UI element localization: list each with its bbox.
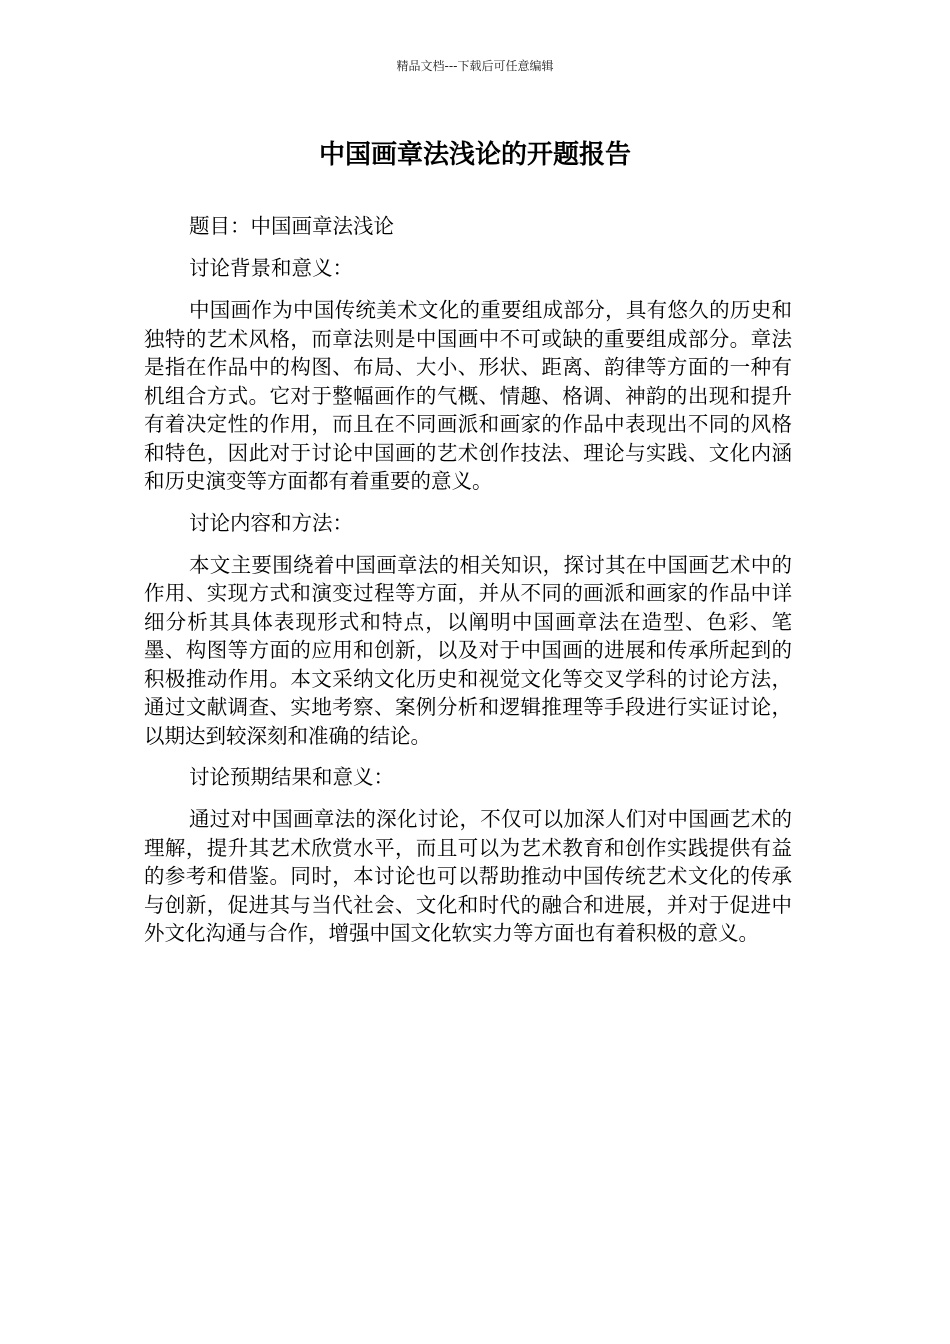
document-title: 中国画章法浅论的开题报告 xyxy=(318,140,631,170)
section-heading-expected-results: 讨论预期结果和意义： xyxy=(189,765,394,789)
section-heading-background: 讨论背景和意义： xyxy=(189,256,353,280)
header-note: 精品文档---下载后可任意编辑 xyxy=(396,59,554,73)
section-body-content-method: 本文主要围绕着中国画章法的相关知识，探讨其在中国画艺术中的作用、实现方式和演变过程等方面，并从不同的画派和画家的作品中详细分析其具体表现形式和特点，以阐明中国画章法在造型、色彩、笔墨、构图等方面的应用和创新，以及对于中国画的进展和传承所起到的积极推动作用。本文采纳文化历史和视觉文化等交叉学科的讨论方法，通过文献调查、实地考察、案例分析和逻辑推理等手段进行实证讨论，以期达到较深刻和准确的结论。 xyxy=(144,552,792,748)
topic-line: 题目：中国画章法浅论 xyxy=(189,214,394,238)
section-heading-content-method: 讨论内容和方法： xyxy=(189,510,353,535)
document-body xyxy=(144,212,792,961)
section-body-background: 中国画作为中国传统美术文化的重要组成部分，具有悠久的历史和独特的艺术风格，而章法则是中国画中不可或缺的重要组成部分。章法是指在作品中的构图、布局、大小、形状、距离、韵律等方面的一种有机组合方式。它对于整幅画作的气概、情趣、格调、神韵的出现和提升有着决定性的作用，而且在不同画派和画家的作品中表现出不同的风格和特色，因此对于讨论中国画的艺术创作技法、理论与实践、文化内涵和历史演变等方面都有着重要的意义。 xyxy=(144,298,792,493)
section-body-expected-results: 通过对中国画章法的深化讨论，不仅可以加深人们对中国画艺术的理解，提升其艺术欣赏水平，而且可以为艺术教育和创作实践提供有益的参考和借鉴。同时，本讨论也可以帮助推动中国传统艺术文化的传承与创新，促进其与当代社会、文化和时代的融合和进展，并对于促进中外文化沟通与合作，增强中国文化软实力等方面也有着积极的意义。 xyxy=(144,807,792,945)
